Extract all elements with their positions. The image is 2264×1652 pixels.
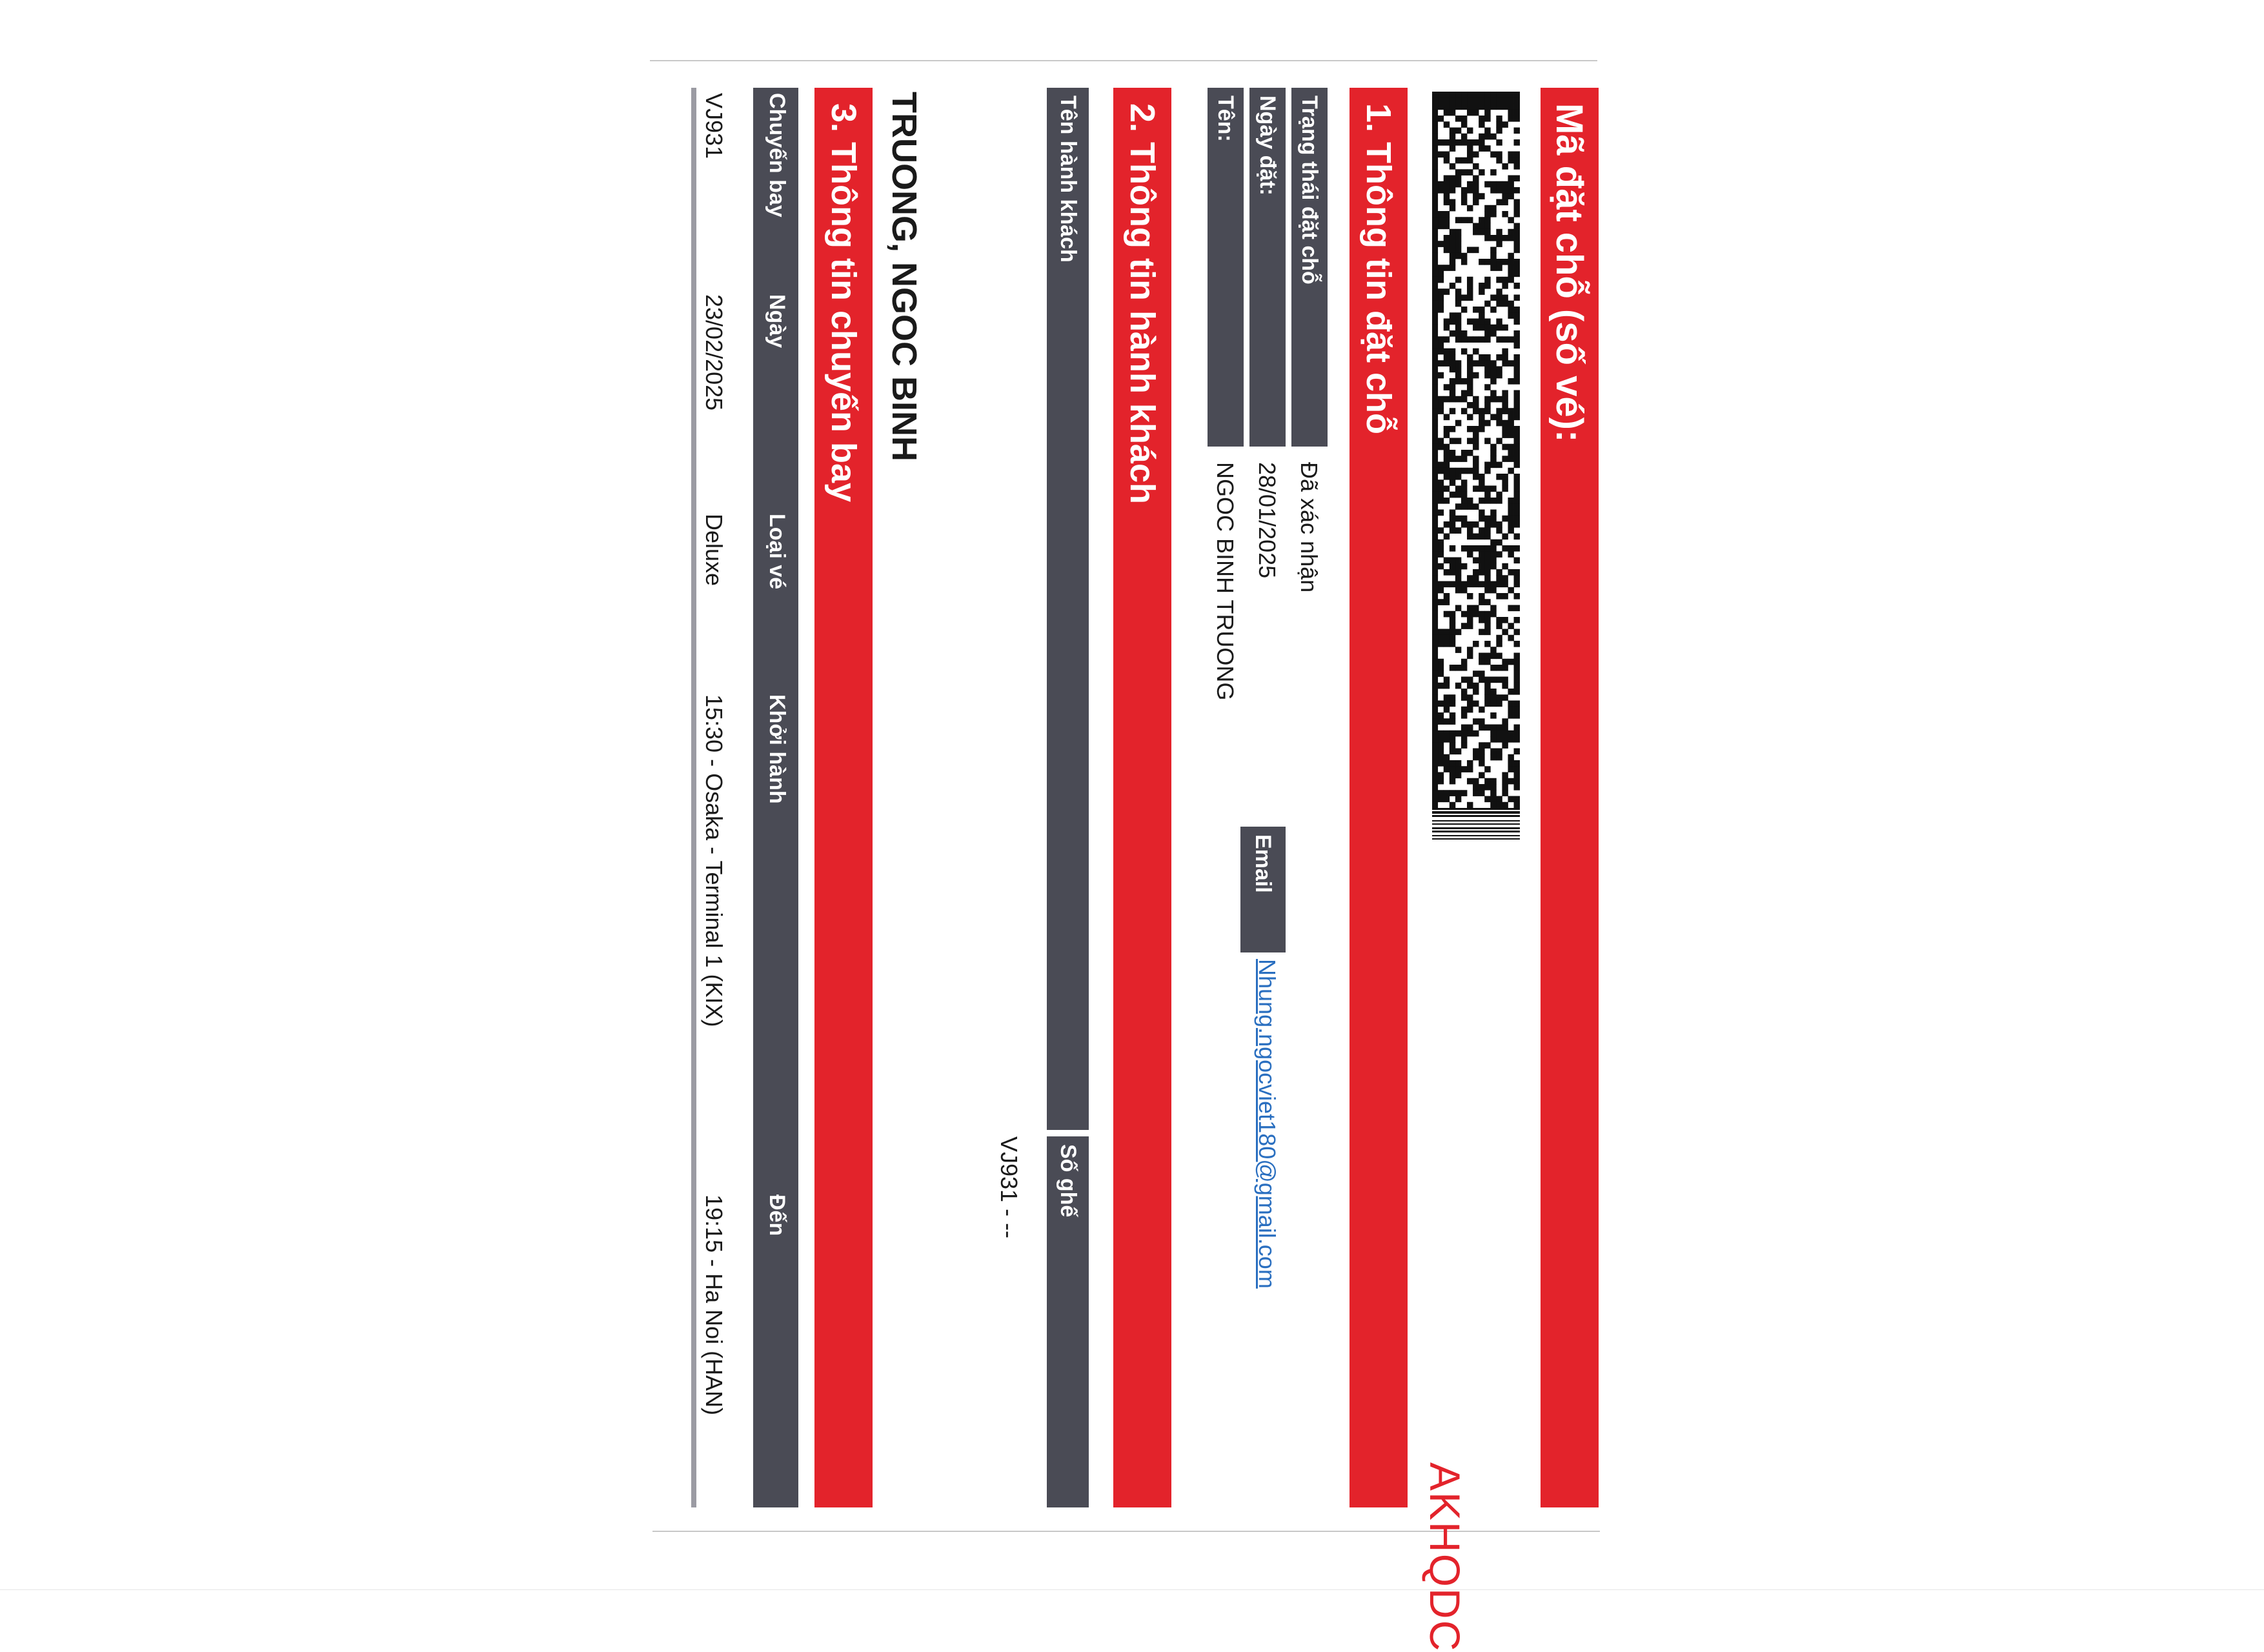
flight-number: VJ931 bbox=[701, 93, 727, 159]
arrival-col-header: Đến bbox=[765, 1194, 789, 1236]
status-value: Đã xác nhận bbox=[1296, 462, 1322, 593]
booking-date-value: 28/01/2025 bbox=[1254, 462, 1280, 579]
name-label: Tên: bbox=[1208, 88, 1244, 447]
fare-col-header: Loại vé bbox=[765, 514, 789, 590]
departure-col-header: Khởi hành bbox=[765, 694, 789, 804]
ticket-title: Mã đặt chỗ (số vé): bbox=[1541, 88, 1599, 1507]
booking-code: AKHQDC bbox=[1421, 1462, 1469, 1652]
section-flight-heading: 3. Thông tin chuyến bay bbox=[814, 88, 873, 1507]
table-row bbox=[695, 88, 727, 1507]
arrival-info: 19:15 - Ha Noi (HAN) bbox=[701, 1194, 727, 1416]
passenger-name-header: Tên hành khách bbox=[1047, 88, 1089, 1130]
flight-col-header: Chuyến bay bbox=[765, 93, 789, 217]
email-link[interactable]: Nhung.ngocviet180@gmail.com bbox=[1254, 959, 1280, 1289]
name-value: NGOC BINH TRUONG bbox=[1212, 462, 1238, 701]
seat-value: VJ931 - -- bbox=[996, 1136, 1022, 1239]
passenger-name: TRUONG, NGOC BINH bbox=[885, 92, 924, 461]
date-col-header: Ngày bbox=[765, 294, 789, 348]
email-label: Email bbox=[1240, 827, 1286, 952]
top-divider bbox=[650, 60, 1597, 61]
flight-date: 23/02/2025 bbox=[701, 294, 727, 411]
departure-info: 15:30 - Osaka - Terminal 1 (KIX) bbox=[701, 694, 727, 1027]
barcode-guard-icon bbox=[1432, 808, 1520, 856]
fare-type: Deluxe bbox=[701, 514, 727, 587]
ticket bbox=[692, 88, 1599, 1652]
page-footer-line bbox=[0, 1589, 2264, 1590]
status-label: Trạng thái đặt chỗ bbox=[1291, 88, 1328, 447]
ticket-edge-rule bbox=[691, 88, 696, 1507]
section-passenger-heading: 2. Thông tin hành khách bbox=[1113, 88, 1171, 1507]
section-booking-heading: 1. Thông tin đặt chỗ bbox=[1349, 88, 1408, 1507]
barcode-icon bbox=[1432, 92, 1520, 808]
flight-table-header bbox=[753, 88, 798, 1507]
booking-date-label: Ngày đặt: bbox=[1249, 88, 1286, 447]
seat-header: Số ghế bbox=[1047, 1136, 1089, 1507]
